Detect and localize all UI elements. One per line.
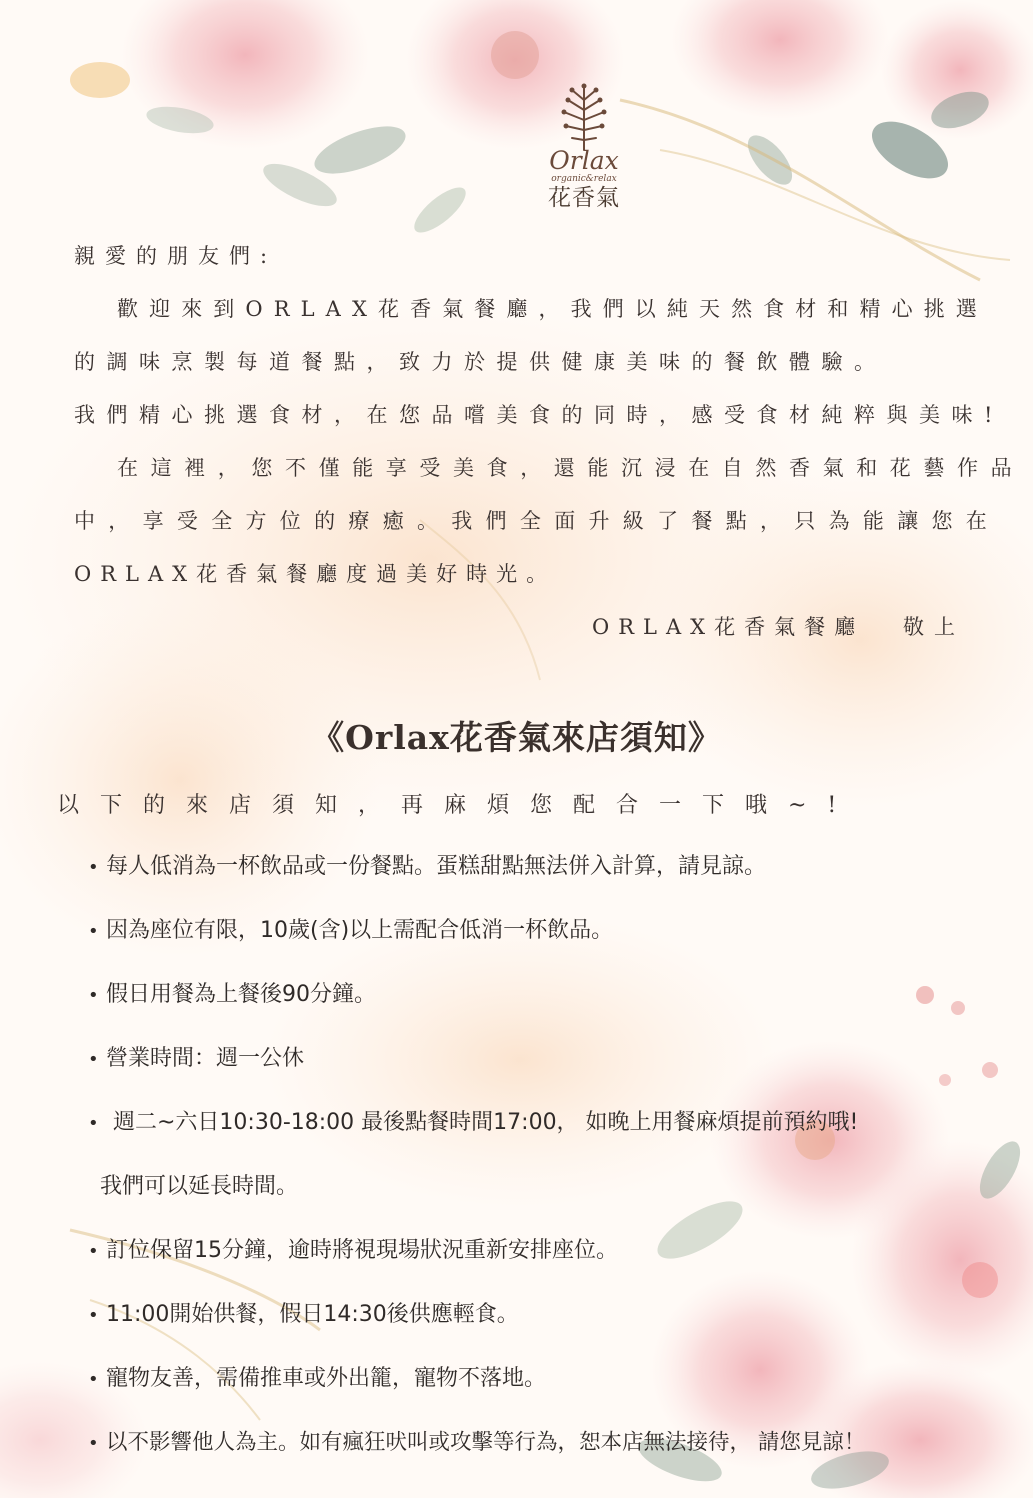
notice-intro: 以下的來店須知，再麻煩您配合一下哦~! <box>57 793 858 818</box>
letter-signature: ORLAX花香氣餐廳 <box>592 615 865 639</box>
letter-line: ORLAX花香氣餐廳度過美好時光。 <box>74 562 557 586</box>
rule-text: 因為座位有限，10歲(含)以上需配合低消一杯飲品。 <box>106 918 614 943</box>
bullet-icon: • <box>88 921 99 942</box>
rule-text: 營業時間：週一公休 <box>106 1046 305 1071</box>
list-item <box>88 1108 858 1139</box>
notice-title: 《Orlax花香氣來店須知》 <box>311 718 722 757</box>
letter-line: 我們精心挑選食材，在您品嚐美食的同時，感受食材純粹與美味! <box>74 403 1004 427</box>
letter-line: 中，享受全方位的療癒。我們全面升級了餐點，只為能讓您在 <box>74 509 1001 533</box>
bullet-icon: • <box>88 1241 99 1262</box>
tree-logo-icon <box>554 80 614 152</box>
bullet-icon: • <box>88 1433 99 1454</box>
brand-logo <box>528 80 640 212</box>
rule-text: 週二~六日10:30-18:00 最後點餐時間17:00， 如晚上用餐麻煩提前預約哦! <box>106 1110 859 1135</box>
bullet-icon: • <box>88 1369 99 1390</box>
rule-text: 每人低消為一杯飲品或一份餐點。蛋糕甜點無法併入計算，請見諒。 <box>106 854 767 879</box>
rule-text: 訂位保留15分鐘，逾時將視現場狀況重新安排座位。 <box>106 1238 618 1263</box>
rule-continuation: 我們可以延長時間。 <box>100 1174 299 1199</box>
logo-script: Orlax <box>549 146 619 175</box>
rule-text: 寵物友善，需備推車或外出籠，寵物不落地。 <box>106 1366 547 1391</box>
rule-text: 假日用餐為上餐後90分鐘。 <box>106 982 376 1007</box>
list-item <box>88 1428 865 1459</box>
list-item <box>88 1300 519 1331</box>
letter-line: 歡迎來到ORLAX花香氣餐廳，我們以純天然食材和精心挑選 <box>117 297 988 321</box>
rule-text: 11:00開始供餐，假日14:30後供應輕食。 <box>106 1302 519 1327</box>
list-item <box>88 1364 546 1395</box>
list-item <box>88 980 376 1011</box>
logo-tagline: organic&relax <box>551 174 617 184</box>
bullet-icon: • <box>88 1113 99 1134</box>
list-item <box>88 916 613 947</box>
bullet-icon: • <box>88 985 99 1006</box>
logo-name: 花香氣 <box>548 185 620 211</box>
bullet-icon: • <box>88 1305 99 1326</box>
letter-greeting: 親愛的朋友們: <box>74 244 278 268</box>
bullet-icon: • <box>88 857 99 878</box>
bullet-icon: • <box>88 1049 99 1070</box>
list-item <box>88 1044 304 1075</box>
list-item <box>88 1236 618 1267</box>
letter-line: 在這裡，您不僅能享受美食，還能沉浸在自然香氣和花藝作品 <box>117 456 1025 480</box>
rule-text: 以不影響他人為主。如有瘋狂吠叫或攻擊等行為，恕本店無法接待， 請您見諒！ <box>106 1430 866 1455</box>
letter-signoff: 敬上 <box>903 615 965 639</box>
list-item <box>88 852 766 883</box>
letter-line: 的調味烹製每道餐點，致力於提供健康美味的餐飲體驗。 <box>74 350 887 374</box>
